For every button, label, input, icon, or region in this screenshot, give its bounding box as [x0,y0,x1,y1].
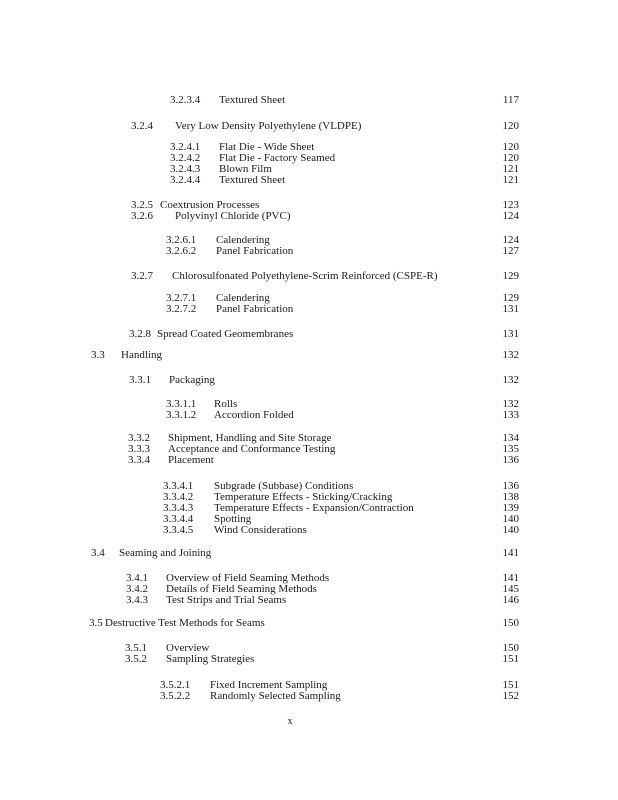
toc-entry-number: 3.2.4.4 [170,174,201,186]
toc-entry-number: 3.2.6 [131,210,153,222]
toc-entry [0,209,618,223]
toc-entry-page: 117 [502,94,519,106]
toc-entry [0,408,618,422]
toc-entry-page: 140 [502,513,519,525]
toc-entry [0,593,618,607]
toc-entry-page: 131 [502,328,519,340]
toc-entry-page: 138 [502,491,519,503]
toc-entry-title: Overview of Field Seaming Methods [166,572,330,584]
toc-entry-page: 120 [502,152,519,164]
toc-entry-page: 123 [502,199,519,211]
toc-entry-number: 3.5.1 [125,642,147,654]
toc-entry-number: 3.5.2 [125,653,147,665]
toc-entry-page: 131 [502,303,519,315]
toc-entry-number: 3.3 [91,349,105,361]
toc-entry-title: Accordion Folded [214,409,294,421]
toc-entry-title: Flat Die - Factory Seamed [219,152,336,164]
toc-entry-number: 3.2.4 [131,120,153,132]
toc-entry-page: 150 [502,617,519,629]
toc-entry-number: 3.3.4.3 [163,502,194,514]
toc-entry-page: 121 [502,163,519,175]
toc-entry-title: Textured Sheet [219,174,286,186]
toc-entry [0,523,618,537]
toc-entry-number: 3.3.1.1 [166,398,197,410]
toc-entry-page: 134 [502,432,519,444]
toc-entry [0,546,618,560]
toc-entry-title: Calendering [216,292,270,304]
toc-entry-number: 3.2.5 [131,199,153,211]
toc-entry-title: Placement [168,454,214,466]
toc-entry-title: Flat Die - Wide Sheet [219,141,315,153]
toc-entry-number: 3.2.4.3 [170,163,201,175]
toc-entry [0,173,618,187]
toc-entry-page: 132 [502,374,519,386]
page-footer-number: x [287,716,293,727]
toc-entry-title: Polyvinyl Chloride (PVC) [175,210,291,222]
toc-entry-title: Panel Fabrication [216,303,294,315]
toc-entry [0,93,618,107]
toc-entry-title: Packaging [169,374,215,386]
toc-entry-title: Very Low Density Polyethylene (VLDPE) [175,120,362,132]
toc-entry [0,327,618,341]
toc-entry-title: Acceptance and Conformance Testing [168,443,336,455]
toc-entry-title: Test Strips and Trial Seams [166,594,287,606]
toc-entry [0,244,618,258]
toc-entry-number: 3.3.4.4 [163,513,194,525]
toc-entry-number: 3.5.2.2 [160,690,191,702]
toc-entry [0,302,618,316]
toc-entry-number: 3.5 [89,617,103,629]
toc-entry-page: 140 [502,524,519,536]
toc-entry-title: Temperature Effects - Expansion/Contraction [214,502,414,514]
toc-entry [0,616,618,630]
toc-entry-number: 3.4.1 [126,572,148,584]
toc-entry-page: 129 [502,292,519,304]
toc-entry-page: 136 [502,480,519,492]
toc-entry-page: 151 [502,653,519,665]
toc-entry-number: 3.2.4.2 [170,152,201,164]
toc-entry-number: 3.3.2 [128,432,150,444]
toc-entry [0,348,618,362]
toc-entry-number: 3.2.6.2 [166,245,197,257]
toc-entry-page: 120 [502,141,519,153]
toc-entry-page: 139 [502,502,519,514]
toc-entry [0,689,618,703]
toc-entry-number: 3.3.4.2 [163,491,194,503]
toc-entry-title: Handling [121,349,162,361]
toc-entry-page: 152 [502,690,519,702]
toc-entry-number: 3.2.7 [131,270,153,282]
toc-entry-number: 3.3.3 [128,443,150,455]
toc-entry-title: Shipment, Handling and Site Storage [168,432,332,444]
toc-entry-title: Blown Film [219,163,272,175]
toc-entry-title: Rolls [214,398,238,410]
toc-entry-title: Wind Considerations [214,524,307,536]
toc-entry-number: 3.3.4.1 [163,480,194,492]
toc-entry-title: Subgrade (Subbase) Conditions [214,480,354,492]
toc-entry-number: 3.5.2.1 [160,679,191,691]
toc-entry-number: 3.2.4.1 [170,141,201,153]
toc-entry-title: Sampling Strategies [166,653,255,665]
toc-entry-title: Randomly Selected Sampling [210,690,341,702]
toc-entry-page: 146 [502,594,519,606]
toc-entry-page: 127 [502,245,519,257]
toc-entry-page: 124 [502,210,519,222]
toc-entry-number: 3.4 [91,547,105,559]
toc-entry-title: Spread Coated Geomembranes [157,328,294,340]
toc-entry-page: 141 [502,547,519,559]
toc-entry-title: Coextrusion Processes [160,199,260,211]
toc-entry [0,652,618,666]
toc-entry-title: Details of Field Seaming Methods [166,583,317,595]
toc-entry-page: 141 [502,572,519,584]
toc-entry-page: 129 [502,270,519,282]
toc-entry [0,119,618,133]
toc-entry-page: 151 [502,679,519,691]
toc-entry-page: 124 [502,234,519,246]
toc-entry-page: 135 [502,443,519,455]
toc-entry-title: Panel Fabrication [216,245,294,257]
toc-entry-number: 3.3.4.5 [163,524,194,536]
toc-entry-number: 3.3.4 [128,454,150,466]
toc-entry-page: 121 [502,174,519,186]
toc-entry-title: Destructive Test Methods for Seams [105,617,265,629]
toc-entry [0,453,618,467]
toc-entry-number: 3.4.3 [126,594,148,606]
toc-entry-page: 132 [502,398,519,410]
toc-entry-number: 3.2.6.1 [166,234,197,246]
toc-entry-title: Seaming and Joining [119,547,212,559]
toc-entry-title: Temperature Effects - Sticking/Cracking [214,491,393,503]
toc-entry-title: Textured Sheet [219,94,286,106]
toc-entry-page: 133 [502,409,519,421]
toc-entry-title: Calendering [216,234,270,246]
toc-entry [0,373,618,387]
toc-entry-page: 145 [502,583,519,595]
toc-entry-page: 150 [502,642,519,654]
toc-entry-title: Chlorosulfonated Polyethylene-Scrim Reinforced (CSPE-R) [172,270,438,282]
toc-entry-number: 3.3.1 [129,374,151,386]
toc-entry [0,269,618,283]
toc-entry-page: 132 [502,349,519,361]
toc-entry-number: 3.2.7.2 [166,303,197,315]
toc-entry-page: 136 [502,454,519,466]
toc-entry-page: 120 [502,120,519,132]
toc-entry-number: 3.2.3.4 [170,94,201,106]
toc-entry-number: 3.3.1.2 [166,409,197,421]
toc-entry-title: Overview [166,642,210,654]
toc-entry-number: 3.2.7.1 [166,292,197,304]
toc-entry-title: Spotting [214,513,252,525]
toc-entry-title: Fixed Increment Sampling [210,679,328,691]
toc-entry-number: 3.2.8 [129,328,151,340]
toc-entry-number: 3.4.2 [126,583,148,595]
